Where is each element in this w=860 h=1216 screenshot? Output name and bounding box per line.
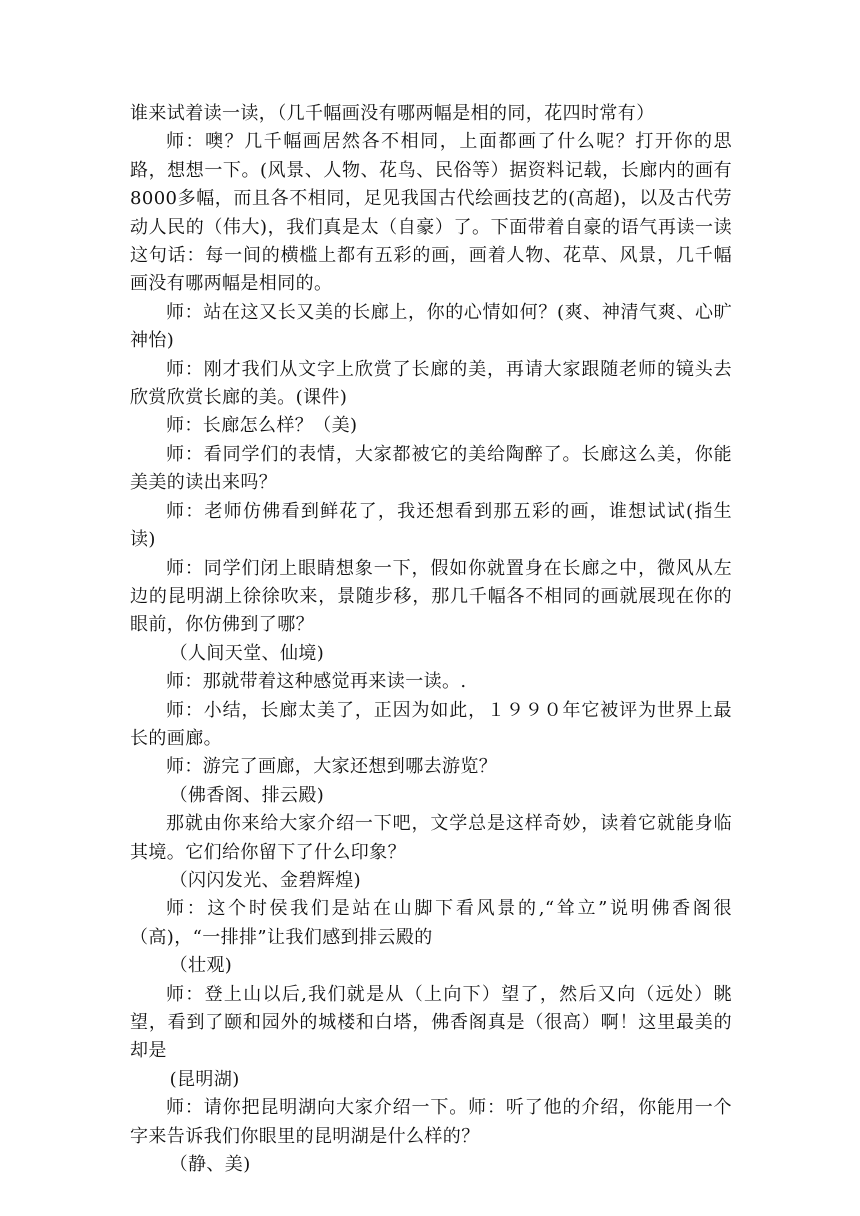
paragraph: 师：那就带着这种感觉再来读一读。.	[166, 671, 467, 693]
paragraph: 那就由你来给大家介绍一下吧，文学总是这样奇妙，读着它就能身临其境。它们给你留下了什么印象？	[130, 813, 732, 863]
document-body	[130, 100, 732, 1179]
paragraph: 师：长廊怎么样？（美)	[166, 415, 358, 437]
paragraph: 师：站在这又长又美的长廊上，你的心情如何？(爽、神清气爽、心旷神怡)	[130, 301, 732, 352]
answer-paragraph: （佛香阁、排云殿)	[169, 784, 325, 806]
paragraph: 师：噢？几千幅画居然各不相同，上面都画了什么呢？打开你的思路，想想一下。(风景、人物、花鸟、民俗等）据资料记载，长廊内的画有 8000多幅，而且各不相同，足见我国古代绘画技艺的(高超)，以及古代劳动人民的（伟大)，我们真是太（自豪）了。下面带着自豪的语气再读一读这句话：每一间的横槛上都有五彩的画，画着人物、花草、风景，几千幅画没有哪两幅是相同的。	[130, 131, 732, 295]
paragraph: 师：小结，长廊太美了，正因为如此，１９９０年它被评为世界上最长的画廊。	[130, 699, 732, 749]
paragraph: 师：刚才我们从文字上欣赏了长廊的美，再请大家跟随老师的镜头去欣赏欣赏长廊的美。(课件)	[130, 358, 732, 409]
paragraph: 师：看同学们的表情，大家都被它的美给陶醉了。长廊这么美，你能美美的读出来吗？	[130, 443, 732, 494]
paragraph: 谁来试着读一读，（几千幅画没有哪两幅是相的同，花四时常有）	[130, 103, 655, 124]
paragraph: 师：游完了画廊，大家还想到哪去游览？	[166, 756, 498, 778]
answer-paragraph: (昆明湖)	[169, 1068, 240, 1090]
paragraph: 师：登上山以后,我们就是从（上向下）望了，然后又向（远处）眺望，看到了颐和园外的城楼和白塔，佛香阁真是（很高）啊！这里最美的却是	[130, 983, 732, 1062]
paragraph: 师：同学们闭上眼睛想象一下，假如你就置身在长廊之中，微风从左边的昆明湖上徐徐吹来，景随步移，那几千幅各不相同的画就展现在你的眼前，你仿佛到了哪？	[130, 557, 732, 636]
paragraph: 师：这个时侯我们是站在山脚下看风景的,“耸立”说明佛香阁很（高)，“一排排”让我们感到排云殿的	[130, 898, 732, 948]
answer-paragraph: （壮观)	[169, 955, 233, 977]
answer-paragraph: （闪闪发光、金碧辉煌)	[169, 869, 362, 891]
answer-paragraph: （人间天堂、仙境)	[169, 642, 325, 664]
paragraph: 师：请你把昆明湖向大家介绍一下。师：听了他的介绍，你能用一个字来告诉我们你眼里的昆明湖是什么样的？	[130, 1097, 732, 1147]
answer-paragraph: （静、美)	[169, 1154, 251, 1176]
paragraph: 师：老师仿佛看到鲜花了，我还想看到那五彩的画，谁想试试(指生读)	[130, 500, 732, 551]
